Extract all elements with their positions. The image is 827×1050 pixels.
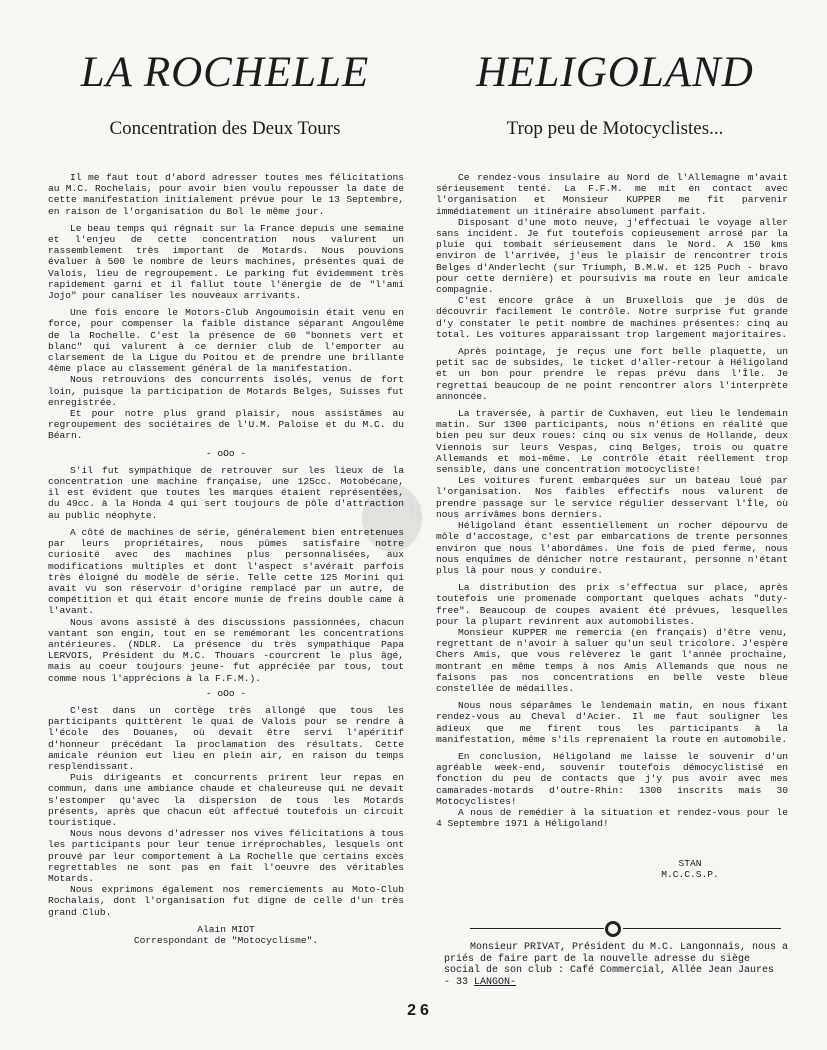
article-paragraph: Après pointage, je reçus une fort belle plaquette, un petit sac de subsides, le ticket d'aller-retour à Héligoland et un bon pour prendre le repas prévu dans l'Île. Je regrettai beaucoup de ne point rencontrer alors l'interprète annoncée. (436, 346, 788, 402)
article-paragraph: C'est dans un cortège très allongé que tous les participants quittèrent le quai de Valois pour se rendre à l'école des Douanes, où devait être servi l'apéritif d'honneur précédant la proclamation des résultats. Cette amicale réunion eut lieu en plein air, en raison du temps resplendissant. (48, 704, 404, 772)
article-paragraph: Disposant d'une moto neuve, j'effectuai le voyage aller sans incident. Je fut toutefois copieusement arrosé par la pluie qui tombait sérieusement dans le Nord. A 150 kms environ de l'arrivée, j'eus le plaisir de rencontrer trois Belges d'Anderlecht (sur Triumph, B.M.W. et 125 Puch - bravo pour cette dernière) et poursuivis ma route en leur amicale compagnie. (436, 216, 788, 296)
article-paragraph: Une fois encore le Motors-Club Angoumoisin était venu en force, pour compenser la faible distance séparant Angoulême de la Rochelle. C'est la présence de 60 "bonnets vert et blanc" qui valurent à ce dernier club de l'emporter au clarsement de la Ligue du Poitou et de prendre une brillante 4ème place au classement général de la manifestation. (48, 307, 404, 375)
article-paragraph: Les voitures furent embarquées sur un bateau loué par l'organisation. Nos faibles effectifs nous valurent de prendre passage sur le service régulier desservant l'Île, où nous arrivâmes bons derniers. (436, 475, 788, 520)
article-paragraph: Héligoland étant essentiellement un rocher dépourvu de môle d'accostage, c'est par embarcations de trente personnes environ que nous l'abordâmes. Une fois de pied ferme, nous nous enquîmes de dénicher notre restaurant, personne n'étant plus là pour nous y conduire. (436, 520, 788, 576)
left-article (48, 172, 404, 946)
article-paragraph: La distribution des prix s'effectua sur place, après toutefois une promenade comportant quelques achats "duty-free". Beaucoup de coupes avaient été prévues, lesquelles pour la plupart revinrent aux automobilistes. (436, 582, 788, 627)
article-paragraph: Nous nous séparâmes le lendemain matin, en nous fixant rendez-vous au Cheval d'Acier. Il me faut souligner les adieux que me firent tous les participants à la manifestation, même s'ils reprenaient la route en automobile. (436, 700, 788, 745)
right-article (436, 172, 788, 835)
right-headline: HELIGOLAND (476, 49, 754, 96)
article-paragraph: La traversée, à partir de Cuxhaven, eut lieu le lendemain matin. Sur 1300 participants, nous n'étions en réalité que bien peu sur deux roues: cinq ou six venus de Hollande, deux Viennois sur leurs Vespas, cinq Belges, trois ou quatre Allemands et moi-même. Le contrôle était réellement trop sensible, dans une concentration motocycliste! (436, 408, 788, 476)
article-paragraph: Et pour notre plus grand plaisir, nous assistâmes au regroupement des sociétaires de l'U.M. Paloise et du M.C. du Béarn. (48, 408, 404, 442)
article-paragraph: Nous exprimons également nos remerciements au Moto-Club Rochalais, dont l'organisation fut digne de celle d'un très grand Club. (48, 884, 404, 918)
right-subtitle: Trop peu de Motocyclistes... (506, 118, 724, 139)
divider-left (470, 928, 604, 929)
notice-town: LANGON- (474, 976, 517, 988)
article-paragraph: Ce rendez-vous insulaire au Nord de l'Allemagne m'avait sérieusement tenté. La F.F.M. me mit en contact avec l'organisation et Monsieur KUPPER me fit parvenir immédiatement un itinéraire absolument parfait. (436, 172, 788, 217)
signature-role: Correspondant de "Motocyclisme". (133, 935, 319, 946)
article-paragraph: Nous avons assisté à des discussions passionnées, chacun vantant son engin, tout en se remémorant les concentrations antérieures. (NDLR. La présence du très sympathique Papa LERVOIS, Président du M.C. Thouars -courcrent le plus âgé, mais au coeur toujours jeune- fut appréciée par tous, tout comme nous l'apprécions à la F.F.M.). (48, 616, 404, 684)
article-paragraph: Le beau temps qui régnait sur la France depuis une semaine et l'enjeu de cette concentration nous valurent un rassemblement très important de Motards. Nous pouvions évaluer à 500 le nombre de leurs machines, présentes quai de Valois, lieu de regroupement. Le parking fut évidemment très rapidement garni et il fallut toute l'énergie de de "l'ami Jojo" pour canaliser les nouveaux arrivants. (48, 222, 404, 302)
club-notice (444, 942, 792, 988)
signature-name: Alain MIOT (197, 923, 255, 935)
notice-text-end: - 33 (444, 976, 475, 988)
article-paragraph: Monsieur KUPPER me remercia (en français) d'être venu, regrettant de n'avoir à saluer qu'un seul tricolore. J'espère Chers Amis, que vous relèverez le gant l'année prochaine, montrant en même temps à nos Amis Allemands que nous ne faisons pas nos concentrations en belle veste bleue constellée de médailles. (436, 626, 788, 694)
svg-text:k: k (408, 492, 423, 525)
article-paragraph: En conclusion, Héligoland me laisse le souvenir d'un agréable week-end, souvenir toutefois démocyclistisé en fonction du peu de contacts que j'y pus avoir avec mes camarades-motards d'outre-Rhin: 1300 inscrits mais 30 Motocyclistes! (436, 750, 788, 807)
article-paragraph: A nous de remédier à la situation et rendez-vous pour le 4 Septembre 1971 à Héligoland! (436, 806, 788, 830)
article-paragraph: Il me faut tout d'abord adresser toutes mes félicitations au M.C. Rochelais, pour avoir bien voulu repousser la date de cette manifestation initialement prévue pour le 13 Septembre, en raison de l'organisation du Bol le même jour. (48, 172, 404, 217)
article-paragraph: A côté de machines de série, généralement bien entretenues par leurs propriétaires, nous pûmes satisfaire notre curiosité avec des machines plus personnalisées, aux modifications multiples et dont l'aspect s'avérait parfois très éloigné du modèle de série. Telle cette 125 Morini qui avait vu son réservoir d'origine remplacé par un autre, de compétition et qui était encore munie de freins double came à l'avant. (48, 526, 404, 617)
article-paragraph: S'il fut sympathique de retrouver sur les lieux de la concentration une machine française, une 125cc. Motobécane, il est évident que toutes les marques étaient représentées, du 49cc. à la Honda 4 qui sert toujours de pôle d'attraction au public néophyte. (48, 464, 404, 521)
signature-role: M.C.C.S.P. (661, 869, 719, 881)
page-number: 26 (407, 1002, 433, 1019)
article-paragraph: Nous nous devons d'adresser nos vives félicitations à tous les participants pour leur tenue irréprochables, lesquels ont prouvé par leur comportement à La Rochelle que certains excès regrettables ne sont pas en fait l'oeuvre des véritables Motards. (48, 828, 404, 884)
left-subtitle: Concentration des Deux Tours (109, 118, 341, 139)
ring-ornament (605, 921, 621, 937)
divider-right (623, 928, 781, 929)
notice-text: Monsieur PRIVAT, Président du M.C. Langonnais, nous a priés de faire part de la nouvelle adresse du siège social de son club : Café Commercial, Allée Jean Jaures (444, 942, 789, 977)
left-headline: LA ROCHELLE (80, 49, 370, 96)
right-signature (640, 858, 740, 880)
separator: - oOo - (205, 447, 247, 459)
article-paragraph: Nous retrouvions des concurrents isolés, venus de fort loin, puisque la participation de Motards Belges, Suisses fut enregistrée. (48, 374, 404, 408)
separator: - oOo - (205, 687, 247, 699)
signature-name: STAN (678, 858, 702, 869)
article-paragraph: Puis dirigeants et concurrents prirent leur repas en commun, dans une ambiance chaude et chaleureuse qui ne devait s'estomper qu'avec la dispersion de tous les Motards présents, après que chacun eût affectué toutefois un circuit touristique. (48, 772, 404, 828)
article-paragraph: C'est encore grâce à un Bruxellois que je dûs de découvrir facilement le contrôle. Notre surprise fut grande d'y constater le petit nombre de machines présentes: cinq au total. Les voitures apparaissant trop largement majoritaires. (436, 295, 788, 340)
